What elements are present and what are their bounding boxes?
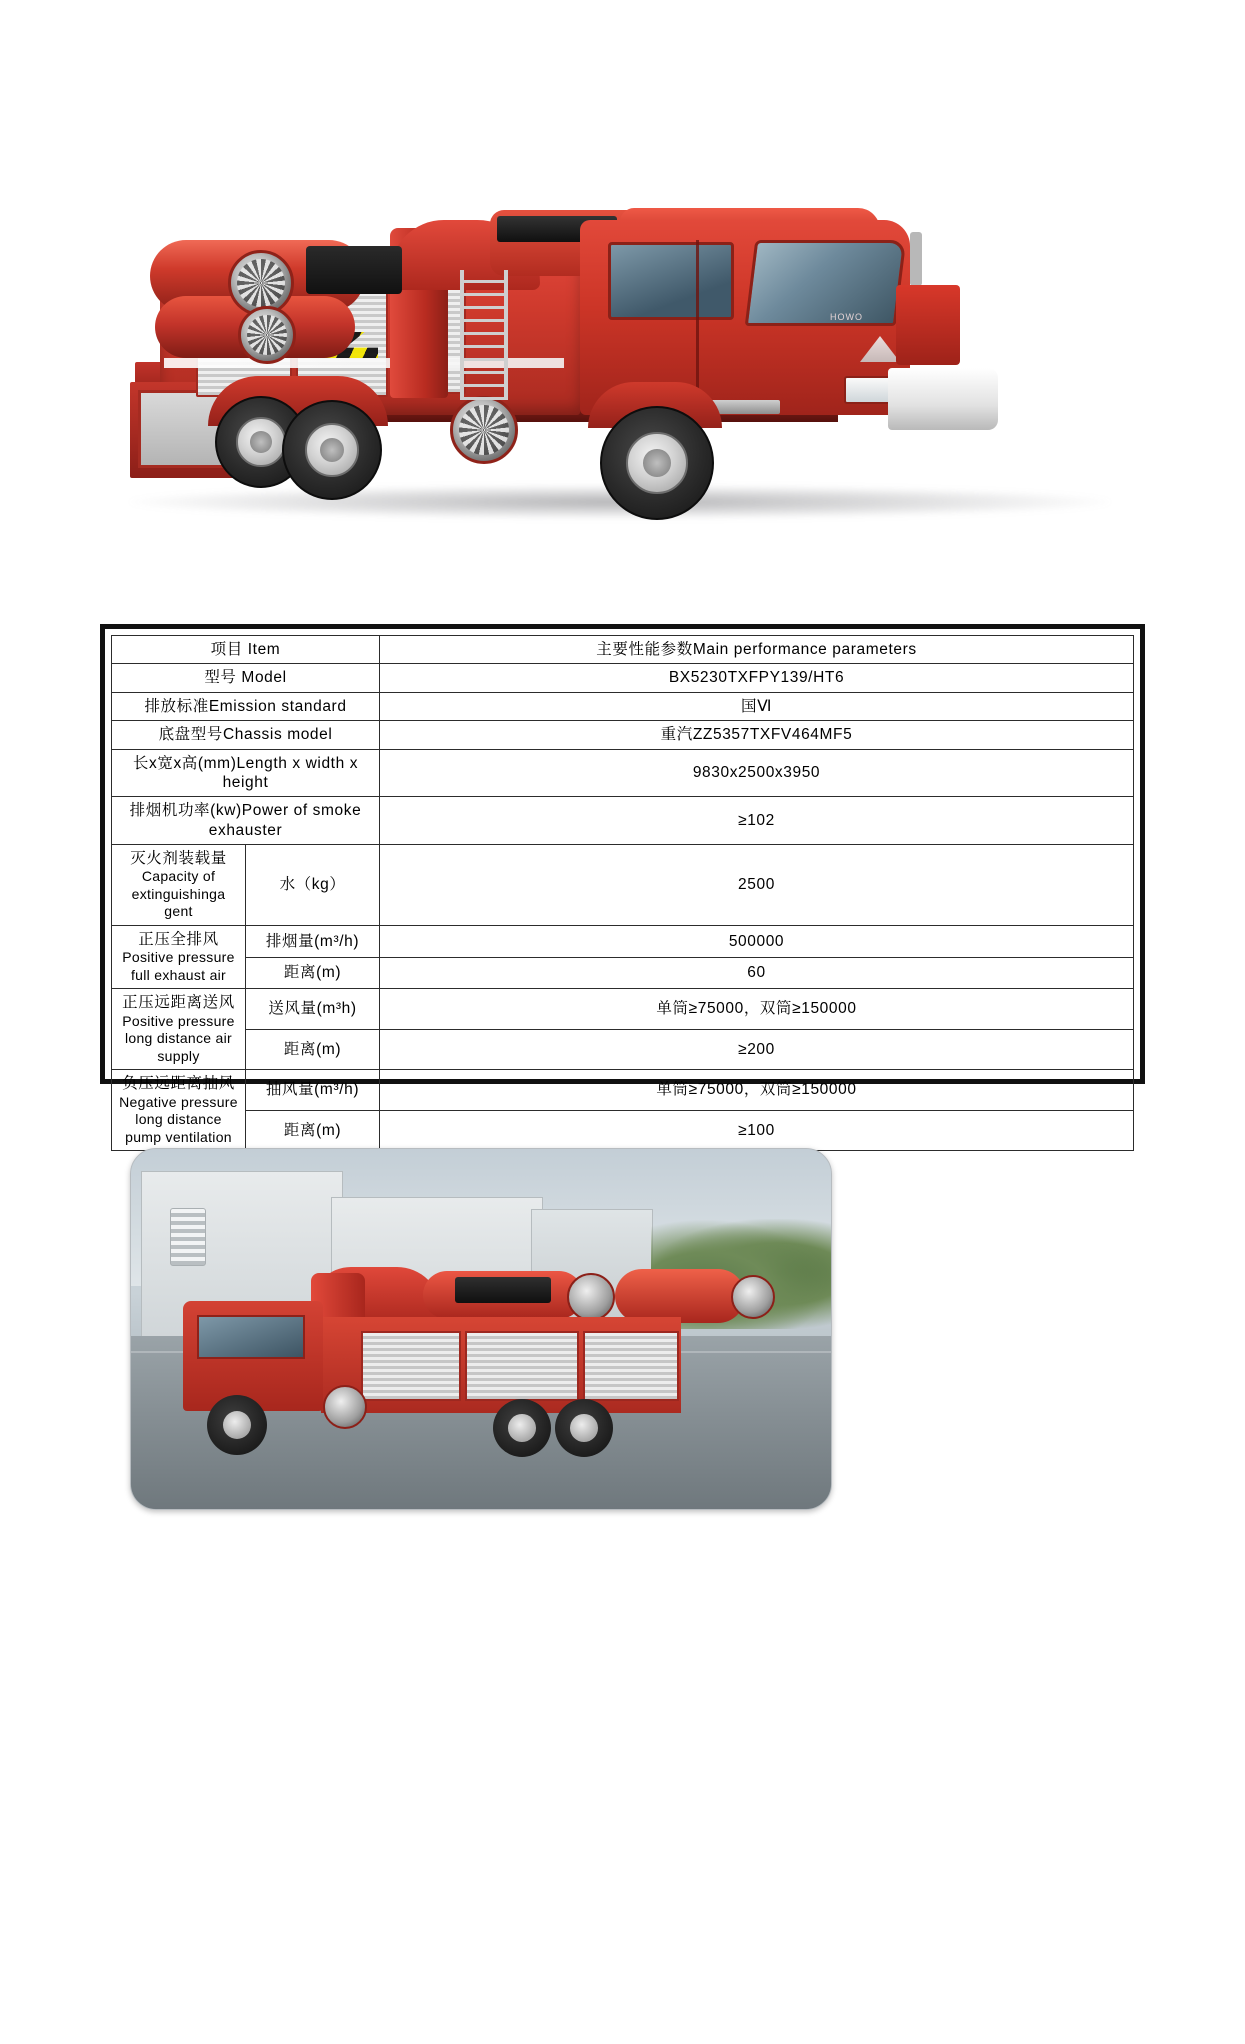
exhaust-fan-icon [238, 306, 296, 364]
row-sub-water: 水（kg） [246, 845, 380, 926]
cab-door-seam [696, 240, 699, 405]
row-label-positive-full-exhaust-cn: 正压全排风 [138, 930, 219, 948]
truck-wheel [600, 406, 714, 520]
photo-exhaust-fan-icon [731, 1275, 775, 1319]
row-sub-supply-volume: 送风量(m³h) [246, 989, 380, 1029]
row-label-positive-long-supply-en: Positive pressure long distance air supply [122, 1012, 235, 1064]
truck-front-grille [896, 285, 960, 365]
row-value-pump-volume: 单筒≥75000，双筒≥150000 [380, 1070, 1134, 1110]
photo-exhaust-fan-icon [567, 1273, 615, 1321]
row-value-chassis: 重汽ZZ5357TXFV464MF5 [380, 721, 1134, 749]
photo-exhaust-fan-icon [323, 1385, 367, 1429]
row-label-model: 型号 Model [112, 664, 380, 692]
row-label-exhauster-power: 排烟机功率(kw)Power of smoke exhauster [112, 797, 380, 845]
row-sub-supply-distance: 距离(m) [246, 1029, 380, 1069]
cab-windshield [745, 240, 907, 326]
product-hero-image [0, 0, 1245, 600]
row-value-dimensions: 9830x2500x3950 [380, 749, 1134, 797]
row-sub-pump-distance: 距离(m) [246, 1110, 380, 1150]
table-row [112, 1070, 1134, 1110]
row-label-positive-full-exhaust-en: Positive pressure full exhaust air [122, 949, 235, 983]
table-row [112, 692, 1134, 720]
row-value-exhaust-volume: 500000 [380, 925, 1134, 957]
row-label-negative-long-pump [112, 1070, 246, 1151]
row-value-exhaust-distance: 60 [380, 957, 1134, 989]
photo-truck-wheel [555, 1399, 613, 1457]
table-row [112, 664, 1134, 692]
truck-front-bumper [888, 368, 998, 430]
photo-equipment-panel [455, 1277, 551, 1303]
photo-truck-wheel [493, 1399, 551, 1457]
row-label-positive-full-exhaust [112, 925, 246, 988]
photo-exhaust-cylinder [615, 1269, 745, 1323]
photo-roller-shutter [465, 1331, 579, 1401]
hero-illustration [60, 100, 1180, 530]
row-sub-exhaust-distance: 距离(m) [246, 957, 380, 989]
exhaust-fan-icon [450, 396, 518, 464]
row-value-water: 2500 [380, 845, 1134, 926]
photo-roller-shutter [361, 1331, 461, 1401]
header-item-cell: 项目 Item [112, 636, 380, 664]
row-value-supply-volume: 单筒≥75000，双筒≥150000 [380, 989, 1134, 1029]
header-value-cell: 主要性能参数Main performance parameters [380, 636, 1134, 664]
truck-wheel [282, 400, 382, 500]
cab-mirror [910, 232, 922, 286]
row-label-negative-long-pump-en: Negative pressure long distance pump ventilation [119, 1093, 238, 1145]
photo-truck [183, 1267, 783, 1477]
row-label-positive-long-supply-cn: 正压远距离送风 [122, 994, 235, 1012]
row-sub-exhaust-volume: 排烟量(m³/h) [246, 925, 380, 957]
table-row [112, 721, 1134, 749]
row-label-agent-capacity-en: Capacity of extinguishinga gent [131, 868, 226, 920]
row-label-dimensions: 长x宽x高(mm)Length x width x height [112, 749, 380, 797]
table-row [112, 925, 1134, 957]
truck-brand-text: HOWO [830, 312, 863, 322]
row-sub-pump-volume: 抽风量(m³/h) [246, 1070, 380, 1110]
row-value-exhauster-power: ≥102 [380, 797, 1134, 845]
row-label-positive-long-supply [112, 989, 246, 1070]
row-label-agent-capacity-cn: 灭火剂装载量 [130, 850, 227, 867]
table-row [112, 845, 1134, 926]
specification-table [100, 624, 1145, 1145]
row-value-model: BX5230TXFPY139/HT6 [380, 664, 1134, 692]
table-row [112, 989, 1134, 1029]
site-photo [130, 1148, 832, 1510]
table-row [112, 1110, 1134, 1150]
table-header-row [112, 636, 1134, 664]
table-row [112, 1029, 1134, 1069]
row-label-emission: 排放标准Emission standard [112, 692, 380, 720]
row-value-supply-distance: ≥200 [380, 1029, 1134, 1069]
table-row [112, 957, 1134, 989]
photo-roller-shutter [583, 1331, 679, 1401]
row-label-chassis: 底盘型号Chassis model [112, 721, 380, 749]
table-row [112, 749, 1134, 797]
row-label-agent-capacity [112, 845, 246, 926]
photo-truck-wheel [207, 1395, 267, 1455]
row-value-emission: 国Ⅵ [380, 692, 1134, 720]
truck-headlight [844, 376, 894, 404]
cab-side-window [608, 242, 734, 320]
photo-building-vent [170, 1208, 206, 1266]
exhaust-equipment-panel [306, 246, 402, 294]
table-row [112, 797, 1134, 845]
row-value-pump-distance: ≥100 [380, 1110, 1134, 1150]
photo-cab-window [197, 1315, 305, 1359]
row-label-negative-long-pump-cn: 负压远距离抽风 [122, 1075, 235, 1093]
truck-ladder [460, 270, 508, 400]
